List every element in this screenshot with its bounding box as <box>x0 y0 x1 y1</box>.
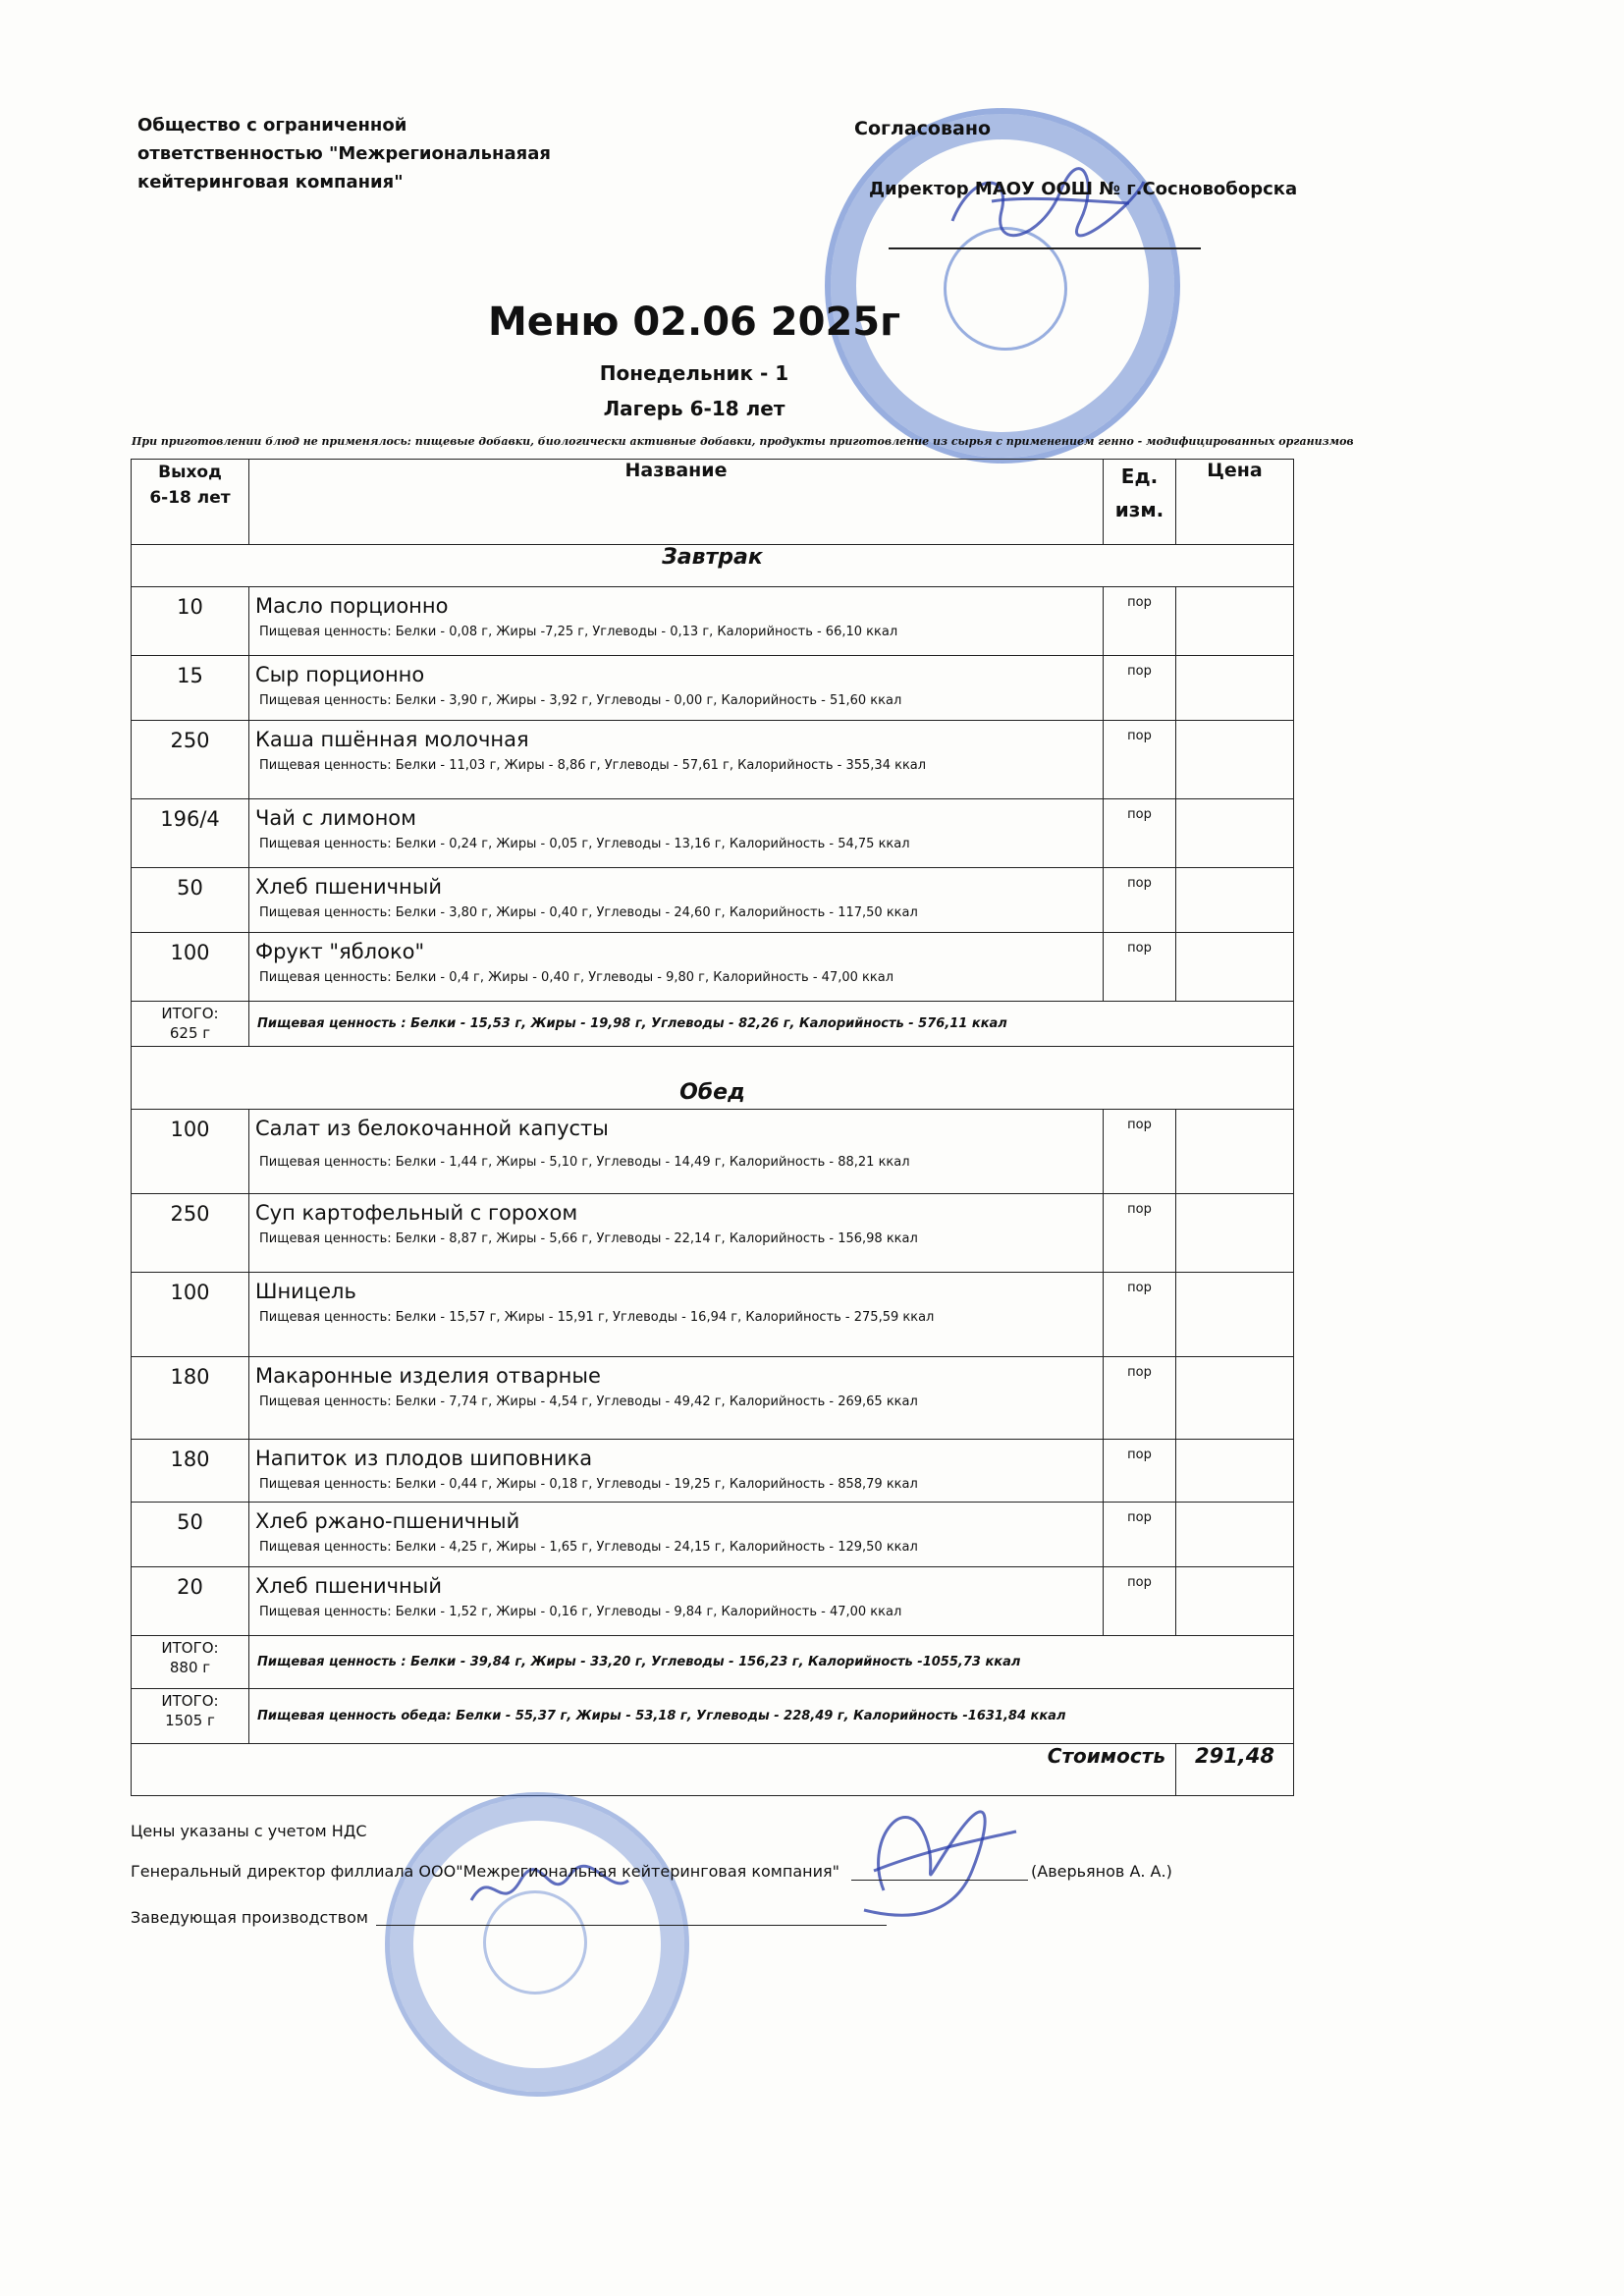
table-row: 196/4 Чай с лимоном Пищевая ценность: Белки - 0,24 г, Жиры - 0,05 г, Углеводы - 13,16 г, Калорийность - 54,75 ккал пор <box>132 799 1294 868</box>
dish-nutrition: Пищевая ценность: Белки - 1,52 г, Жиры - 0,16 г, Углеводы - 9,84 г, Калорийность - 47,00 ккал <box>259 1605 902 1619</box>
unit-header: Ед. изм. <box>1104 460 1176 545</box>
price-cell <box>1176 587 1294 656</box>
breakfast-total-nutrition: Пищевая ценность : Белки - 15,53 г, Жиры - 19,98 г, Углеводы - 82,26 г, Калорийность - 576,11 ккал <box>249 1002 1294 1047</box>
dish-name: Сыр порционно <box>255 663 425 686</box>
price-header: Цена <box>1176 460 1294 545</box>
price-cell <box>1176 656 1294 721</box>
dish-name: Напиток из плодов шиповника <box>255 1447 593 1470</box>
vat-note: Цены указаны с учетом НДС <box>131 1822 367 1840</box>
price-cell <box>1176 799 1294 868</box>
cost-row <box>132 1744 1294 1796</box>
director-signature <box>933 152 1159 260</box>
approval-label: Согласовано <box>854 118 992 139</box>
dish-name: Каша пшённая молочная <box>255 728 529 751</box>
table-row: 250 Суп картофельный с горохом Пищевая ценность: Белки - 8,87 г, Жиры - 5,66 г, Углеводы - 22,14 г, Калорийность - 156,98 ккал пор <box>132 1194 1294 1273</box>
table-row: 180 Макаронные изделия отварные Пищевая ценность: Белки - 7,74 г, Жиры - 4,54 г, Углеводы - 49,42 г, Калорийность - 269,65 ккал пор <box>132 1357 1294 1440</box>
table-row: 20 Хлеб пшеничный Пищевая ценность: Белки - 1,52 г, Жиры - 0,16 г, Углеводы - 9,84 г, Калорийность - 47,00 ккал пор <box>132 1567 1294 1636</box>
gmo-note: При приготовлении блюд не применялось: пищевые добавки, биологически активные добавки, продукты приготовление из сырья с применением генно - модифицированных организмов <box>132 435 1354 448</box>
section-breakfast: Завтрак <box>132 545 1294 587</box>
dish-name: Хлеб пшеничный <box>255 1574 442 1598</box>
dish-nutrition: Пищевая ценность: Белки - 0,08 г, Жиры -7,25 г, Углеводы - 0,13 г, Калорийность - 66,10 ккал <box>259 625 898 639</box>
price-cell <box>1176 868 1294 933</box>
table-row: 250 Каша пшённая молочная Пищевая ценность: Белки - 11,03 г, Жиры - 8,86 г, Углеводы - 57,61 г, Калорийность - 355,34 ккал пор <box>132 721 1294 799</box>
dish-name: Масло порционно <box>255 594 449 618</box>
dish-nutrition: Пищевая ценность: Белки - 4,25 г, Жиры - 1,65 г, Углеводы - 24,15 г, Калорийность - 129,50 ккал <box>259 1540 918 1555</box>
cost-value: 291,48 <box>1176 1744 1294 1796</box>
price-cell <box>1176 721 1294 799</box>
general-director-sign-line <box>851 1880 1028 1881</box>
name-header: Название <box>249 460 1104 545</box>
section-lunch: Обед <box>132 1047 1294 1110</box>
breakfast-total-row: ИТОГО: 625 г Пищевая ценность : Белки - 15,53 г, Жиры - 19,98 г, Углеводы - 82,26 г, Калорийность - 576,11 ккал <box>132 1002 1294 1047</box>
dish-nutrition: Пищевая ценность: Белки - 3,80 г, Жиры - 0,40 г, Углеводы - 24,60 г, Калорийность - 117,50 ккал <box>259 905 918 920</box>
dish-nutrition: Пищевая ценность: Белки - 3,90 г, Жиры - 3,92 г, Углеводы - 0,00 г, Калорийность - 51,60 ккал <box>259 693 902 708</box>
company-name <box>137 111 551 196</box>
dish-name: Суп картофельный с горохом <box>255 1201 578 1225</box>
lunch-total-row: ИТОГО: 880 г Пищевая ценность : Белки - 39,84 г, Жиры - 33,20 г, Углеводы - 156,23 г, Калорийность -1055,73 ккал <box>132 1636 1294 1689</box>
dish-nutrition: Пищевая ценность: Белки - 7,74 г, Жиры - 4,54 г, Углеводы - 49,42 г, Калорийность - 269,65 ккал <box>259 1394 918 1409</box>
dish-name: Шницель <box>255 1280 356 1303</box>
dish-nutrition: Пищевая ценность: Белки - 15,57 г, Жиры - 15,91 г, Углеводы - 16,94 г, Калорийность - 275,59 ккал <box>259 1310 935 1325</box>
table-row: 10 Масло порционно Пищевая ценность: Белки - 0,08 г, Жиры -7,25 г, Углеводы - 0,13 г, Калорийность - 66,10 ккал пор <box>132 587 1294 656</box>
table-row: 100 Фрукт "яблоко" Пищевая ценность: Белки - 0,4 г, Жиры - 0,40 г, Углеводы - 9,80 г, Калорийность - 47,00 ккал пор <box>132 933 1294 1002</box>
dish-nutrition: Пищевая ценность: Белки - 11,03 г, Жиры - 8,86 г, Углеводы - 57,61 г, Калорийность - 355,34 ккал <box>259 758 927 773</box>
table-row: 15 Сыр порционно Пищевая ценность: Белки - 3,90 г, Жиры - 3,92 г, Углеводы - 0,00 г, Калорийность - 51,60 ккал пор <box>132 656 1294 721</box>
company-line: ответственностью "Межрегиональнаяая <box>137 143 551 164</box>
general-director-label: Генеральный директор филлиала ООО"Межрегиональная кейтеринговая компания" <box>131 1862 839 1881</box>
company-line: кейтеринговая компания" <box>137 172 404 192</box>
director-sign-line <box>889 247 1201 249</box>
price-cell <box>1176 1357 1294 1440</box>
price-cell <box>1176 1440 1294 1503</box>
company-stamp <box>385 1792 689 2097</box>
price-cell <box>1176 1273 1294 1357</box>
dish-nutrition: Пищевая ценность: Белки - 0,4 г, Жиры - 0,40 г, Углеводы - 9,80 г, Калорийность - 47,00 ккал <box>259 970 894 985</box>
table-row: 100 Шницель Пищевая ценность: Белки - 15,57 г, Жиры - 15,91 г, Углеводы - 16,94 г, Калорийность - 275,59 ккал пор <box>132 1273 1294 1357</box>
production-sign-line <box>376 1925 887 1926</box>
dish-name: Хлеб ржано-пшеничный <box>255 1509 520 1533</box>
table-row: 50 Хлеб пшеничный Пищевая ценность: Белки - 3,80 г, Жиры - 0,40 г, Углеводы - 24,60 г, Калорийность - 117,50 ккал пор <box>132 868 1294 933</box>
dish-name: Чай с лимоном <box>255 806 416 830</box>
price-cell <box>1176 1567 1294 1636</box>
price-cell <box>1176 1110 1294 1194</box>
general-director-signature <box>844 1773 1021 1930</box>
company-line: Общество с ограниченной <box>137 115 407 136</box>
dish-name: Хлеб пшеничный <box>255 875 442 899</box>
output-header: Выход 6-18 лет <box>132 460 249 545</box>
director-title: Директор МАОУ ООШ № г.Сосновоборска <box>869 179 1298 199</box>
dish-nutrition: Пищевая ценность: Белки - 8,87 г, Жиры - 5,66 г, Углеводы - 22,14 г, Калорийность - 156,98 ккал <box>259 1231 918 1246</box>
general-director-name: (Аверьянов А. А.) <box>1031 1862 1172 1881</box>
price-cell <box>1176 1503 1294 1567</box>
table-row: 180 Напиток из плодов шиповника Пищевая ценность: Белки - 0,44 г, Жиры - 0,18 г, Углеводы - 19,25 г, Калорийность - 858,79 ккал пор <box>132 1440 1294 1503</box>
price-cell <box>1176 933 1294 1002</box>
table-header <box>132 460 1294 545</box>
table-row: 50 Хлеб ржано-пшеничный Пищевая ценность: Белки - 4,25 г, Жиры - 1,65 г, Углеводы - 24,15 г, Калорийность - 129,50 ккал пор <box>132 1503 1294 1567</box>
price-cell <box>1176 1194 1294 1273</box>
dish-nutrition: Пищевая ценность: Белки - 1,44 г, Жиры - 5,10 г, Углеводы - 14,49 г, Калорийность - 88,21 ккал <box>259 1155 910 1170</box>
lunch-total-nutrition: Пищевая ценность : Белки - 39,84 г, Жиры - 33,20 г, Углеводы - 156,23 г, Калорийность -1055,73 ккал <box>249 1636 1294 1689</box>
dish-name: Салат из белокочанной капусты <box>255 1117 609 1140</box>
dish-name: Фрукт "яблоко" <box>255 940 425 963</box>
menu-title: Меню 02.06 2025г <box>487 300 901 345</box>
lunch-grand-total-row: ИТОГО: 1505 г Пищевая ценность обеда: Белки - 55,37 г, Жиры - 53,18 г, Углеводы - 228,49 г, Калорийность -1631,84 ккал <box>132 1689 1294 1744</box>
menu-camp: Лагерь 6-18 лет <box>603 397 785 420</box>
dish-name: Макаронные изделия отварные <box>255 1364 601 1388</box>
lunch-grand-total-nutrition: Пищевая ценность обеда: Белки - 55,37 г, Жиры - 53,18 г, Углеводы - 228,49 г, Калорийность -1631,84 ккал <box>249 1689 1294 1744</box>
dish-nutrition: Пищевая ценность: Белки - 0,44 г, Жиры - 0,18 г, Углеводы - 19,25 г, Калорийность - 858,79 ккал <box>259 1477 918 1492</box>
table-row: 100 Салат из белокочанной капусты Пищевая ценность: Белки - 1,44 г, Жиры - 5,10 г, Углеводы - 14,49 г, Калорийность - 88,21 ккал пор <box>132 1110 1294 1194</box>
production-head-label: Заведующая производством <box>131 1908 368 1927</box>
cost-label: Стоимость <box>132 1744 1176 1796</box>
dish-nutrition: Пищевая ценность: Белки - 0,24 г, Жиры - 0,05 г, Углеводы - 13,16 г, Калорийность - 54,75 ккал <box>259 837 910 851</box>
menu-table <box>131 459 1294 1796</box>
menu-day: Понедельник - 1 <box>599 361 789 385</box>
